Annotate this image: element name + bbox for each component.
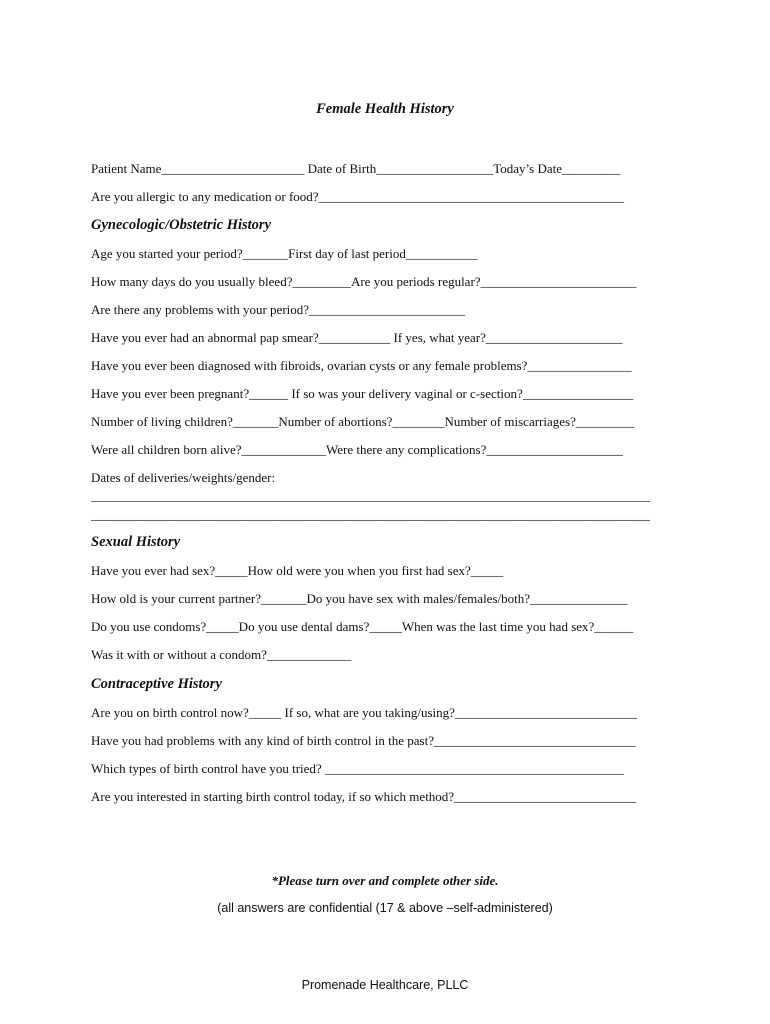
children-alive-line: Were all children born alive?_____________Were there any complications?_____________________ [91, 442, 623, 457]
deliveries-blank-line-2: ______________________________________________________________________________________ [91, 507, 650, 522]
sexual-section-heading: Sexual History [91, 534, 181, 550]
period-problems-line: Are there any problems with your period?________________________ [91, 302, 466, 317]
patient-info-line: Patient Name______________________ Date of Birth__________________Today’s Date_________ [91, 161, 621, 176]
condom-use-line: Do you use condoms?_____Do you use dental dams?_____When was the last time you had sex?______ [91, 619, 634, 634]
turn-over-note: *Please turn over and complete other side. [271, 873, 499, 888]
footer-practice-name: Promenade Healthcare, PLLC [301, 978, 469, 992]
birth-control-interest-line: Are you interested in starting birth control today, if so which method?____________________________ [91, 789, 637, 804]
bleeding-days-line: How many days do you usually bleed?_________Are you periods regular?________________________ [91, 274, 637, 289]
condom-last-line: Was it with or without a condom?_____________ [91, 647, 352, 662]
confidential-note: (all answers are confidential (17 & above –self-administered) [217, 901, 553, 915]
gyn-section-heading: Gynecologic/Obstetric History [91, 217, 272, 233]
contraceptive-section-heading: Contraceptive History [91, 676, 222, 692]
children-count-line: Number of living children?_______Number of abortions?________Number of miscarriages?_________ [91, 414, 635, 429]
page-title: Female Health History [316, 101, 454, 117]
deliveries-label: Dates of deliveries/weights/gender: [91, 470, 276, 485]
period-start-line: Age you started your period?_______First day of last period___________ [91, 246, 478, 261]
pap-smear-line: Have you ever had an abnormal pap smear?___________ If yes, what year?_____________________ [91, 330, 623, 345]
birth-control-now-line: Are you on birth control now?_____ If so, what are you taking/using?____________________________ [91, 705, 637, 720]
birth-control-problems-line: Have you had problems with any kind of birth control in the past?_______________________________ [91, 733, 636, 748]
birth-control-tried-line: Which types of birth control have you tried? ______________________________________________ [91, 761, 624, 776]
deliveries-blank-line-1: ______________________________________________________________________________________ [91, 488, 650, 503]
allergy-line: Are you allergic to any medication or food?_______________________________________________ [91, 189, 625, 204]
sex-history-line: Have you ever had sex?_____How old were you when you first had sex?_____ [91, 563, 504, 578]
pregnancy-line: Have you ever been pregnant?______ If so was your delivery vaginal or c-section?_________________ [91, 386, 634, 401]
partner-age-line: How old is your current partner?_______Do you have sex with males/females/both?_______________ [91, 591, 628, 606]
diagnosis-line: Have you ever been diagnosed with fibroids, ovarian cysts or any female problems?________________ [91, 358, 632, 373]
